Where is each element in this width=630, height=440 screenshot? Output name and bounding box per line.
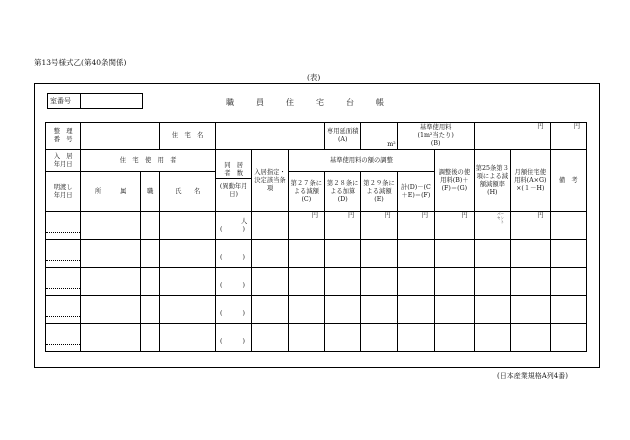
jutaku-shiyosha-header: 住 宅 使 用 者 [81, 150, 216, 172]
c29-cell[interactable] [361, 212, 397, 240]
shitei-cell[interactable] [252, 296, 288, 324]
page-side-label: (表) [307, 73, 321, 82]
biko-cell[interactable] [550, 296, 586, 324]
adjusted-label: 調整後の使用料(B)＋(F)＝(G) [438, 168, 471, 192]
paren-open: ( [219, 309, 223, 317]
shoku-cell[interactable] [141, 268, 160, 296]
calc-cell[interactable] [397, 296, 434, 324]
adjusted-cell[interactable] [435, 212, 475, 240]
c27-header [288, 172, 324, 212]
shitei-cell[interactable] [252, 240, 288, 268]
dokyo-header [215, 150, 251, 212]
art25-cell[interactable] [474, 212, 510, 240]
adjusted-cell[interactable] [435, 324, 475, 352]
yen-unit: 円 [421, 212, 429, 219]
art25-cell[interactable] [474, 240, 510, 268]
dokyo-count-label: 者 数 [224, 170, 244, 177]
jutaku-mei-header: 住 宅 名 [160, 123, 216, 150]
ido-paren [217, 310, 250, 318]
shitei-cell[interactable] [252, 268, 288, 296]
seiri-label: 整 理 [53, 128, 73, 135]
paren-close: ) [242, 225, 245, 233]
calc-cell[interactable] [397, 268, 434, 296]
calc-cell[interactable] [397, 324, 434, 352]
dokyo-cell[interactable] [215, 240, 251, 268]
shimei-header: 氏 名 [160, 172, 216, 212]
c29-cell[interactable] [361, 268, 397, 296]
kijun-b: (B) [430, 140, 441, 147]
ledger-title-char: 住 [286, 98, 294, 107]
ido-paren [217, 254, 250, 262]
dokyo-cell[interactable] [215, 212, 251, 240]
c27-cell[interactable] [288, 212, 324, 240]
shozoku-header: 所 属 [81, 172, 141, 212]
shozoku-cell[interactable] [81, 240, 141, 268]
date-cell[interactable] [46, 240, 81, 268]
shozoku-cell[interactable] [81, 324, 141, 352]
nyukyo-header [46, 150, 81, 172]
shitei-cell[interactable] [252, 212, 288, 240]
biko-cell[interactable] [550, 240, 586, 268]
c29-cell[interactable] [361, 324, 397, 352]
c28-label: 第２８条による加算(D) [326, 179, 359, 203]
date-cell[interactable] [46, 324, 81, 352]
adjusted-cell[interactable] [435, 268, 475, 296]
c27-label: 第２７条による減額(C) [290, 179, 323, 203]
paren-open: ( [219, 337, 223, 345]
dokyo-cell[interactable] [215, 268, 251, 296]
seiri-bango-header [46, 123, 81, 150]
art25-cell[interactable] [474, 268, 510, 296]
monthly-label: 月額住宅使用料(A×G)×(１－H) [514, 168, 547, 192]
paren-close: ) [242, 309, 245, 317]
adjusted-header [435, 150, 475, 212]
kijun-title: 基準使用料 [419, 124, 452, 131]
ledger-title-char: 員 [256, 98, 264, 107]
nyukyo-date-label: 年月日 [53, 160, 73, 168]
biko-cell[interactable] [550, 324, 586, 352]
art25-header [474, 150, 510, 212]
ledger-title-char: 帳 [376, 98, 384, 107]
shimei-cell[interactable] [160, 268, 216, 296]
paren-close: ) [242, 337, 245, 345]
shoku-cell[interactable] [141, 240, 160, 268]
c28-header [325, 172, 361, 212]
ledger-table [45, 122, 587, 352]
calc-header [397, 172, 434, 212]
shozoku-cell[interactable] [81, 212, 141, 240]
paren-close: ) [242, 253, 245, 261]
senyo-area-cell[interactable] [361, 123, 397, 150]
paren-close: ) [242, 281, 245, 289]
shoku-header: 職 [141, 172, 160, 212]
dokyo-label: 同 居 [224, 162, 244, 169]
c29-cell[interactable] [361, 240, 397, 268]
date-cell[interactable] [46, 296, 81, 324]
shimei-cell[interactable] [160, 240, 216, 268]
room-number-label: 室番号 [50, 97, 71, 105]
shozoku-cell[interactable] [81, 268, 141, 296]
ido-paren [217, 282, 250, 290]
ido-paren [217, 226, 250, 234]
art25-cell[interactable] [474, 324, 510, 352]
kijun-cell-2[interactable] [550, 123, 586, 150]
dokyo-cell[interactable] [215, 324, 251, 352]
kijun-cell-1[interactable] [474, 123, 550, 150]
monthly-cell[interactable] [510, 324, 550, 352]
seiri-bango-cell[interactable] [81, 123, 160, 150]
shimei-cell[interactable] [160, 296, 216, 324]
yen-unit: 円 [461, 212, 468, 219]
c29-cell[interactable] [361, 296, 397, 324]
shitei-cell[interactable] [252, 324, 288, 352]
monthly-cell[interactable] [510, 240, 550, 268]
kijun-per: (1m²当たり) [417, 132, 454, 139]
room-number-divider [80, 93, 81, 109]
monthly-cell[interactable] [510, 212, 550, 240]
paren-open: ( [219, 253, 223, 261]
biko-cell[interactable] [550, 212, 586, 240]
calc-label: 計(D)－(C＋E)＝(F) [400, 183, 431, 199]
yen-unit: 円 [537, 123, 544, 130]
nin-unit: 人 [241, 217, 248, 225]
yen-unit: 円 [537, 212, 544, 219]
yen-unit: 円 [573, 123, 580, 130]
adjusted-cell[interactable] [435, 240, 475, 268]
calc-cell[interactable] [397, 240, 434, 268]
nyukyo-shitei-label: 入居指定・決定該当条項 [254, 168, 286, 192]
c27-cell[interactable] [288, 324, 324, 352]
calc-cell[interactable] [397, 212, 434, 240]
nyukyo-label: 入 居 [53, 152, 73, 160]
jutaku-mei-cell[interactable] [215, 123, 324, 150]
ledger-title-char: 台 [346, 98, 354, 107]
c28-cell[interactable] [325, 240, 361, 268]
art25-label: 第25条第３項による減額減額率(H) [475, 164, 509, 196]
yen-unit: 円 [348, 212, 355, 219]
yen-unit: 円 [311, 212, 318, 219]
bango-label: 番 号 [53, 136, 73, 143]
c29-header [361, 172, 397, 212]
percent-unit: パーセント [496, 212, 504, 224]
ledger-title-char: 職 [226, 98, 234, 107]
shoku-cell[interactable] [141, 324, 160, 352]
ledger-title [226, 97, 396, 108]
c28-cell[interactable] [325, 296, 361, 324]
shoku-cell[interactable] [141, 212, 160, 240]
c28-cell[interactable] [325, 324, 361, 352]
senyo-area-header: 専用延面積(A) [325, 123, 361, 150]
c27-cell[interactable] [288, 268, 324, 296]
akewatashi-date-label: 年月日 [53, 191, 73, 199]
shimei-cell[interactable] [160, 324, 216, 352]
shoku-cell[interactable] [141, 296, 160, 324]
art25-cell[interactable] [474, 296, 510, 324]
date-cell[interactable] [46, 212, 81, 240]
paren-open: ( [219, 281, 223, 289]
ido-paren [217, 338, 250, 346]
shimei-cell[interactable] [160, 212, 216, 240]
akewatashi-header [46, 172, 81, 212]
yen-unit: 円 [384, 212, 391, 219]
adjust-header: 基準使用料の額の調整 [288, 150, 434, 172]
adjusted-cell[interactable] [435, 296, 475, 324]
form-number: 第13号様式乙(第40条関係) [34, 58, 127, 67]
c28-cell[interactable] [325, 268, 361, 296]
c27-cell[interactable] [288, 296, 324, 324]
m2-unit: m² [387, 141, 396, 148]
ledger-title-char: 宅 [316, 98, 324, 107]
paren-open: ( [219, 225, 223, 233]
monthly-cell[interactable] [510, 296, 550, 324]
c28-cell[interactable] [325, 212, 361, 240]
nyukyo-shitei-header [252, 150, 288, 212]
kijun-header [397, 123, 474, 150]
akewatashi-label: 明渡し [53, 183, 73, 191]
ido-label: (異動年月日) [219, 183, 248, 198]
shozoku-cell[interactable] [81, 296, 141, 324]
date-cell[interactable] [46, 268, 81, 296]
paper-size-note: (日本産業規格A列4番) [497, 372, 568, 380]
c27-cell[interactable] [288, 240, 324, 268]
biko-header: 備 考 [550, 150, 586, 212]
monthly-header [510, 150, 550, 212]
biko-cell[interactable] [550, 268, 586, 296]
monthly-cell[interactable] [510, 268, 550, 296]
c29-label: 第２９条による減額(E) [363, 179, 395, 203]
dokyo-cell[interactable] [215, 296, 251, 324]
